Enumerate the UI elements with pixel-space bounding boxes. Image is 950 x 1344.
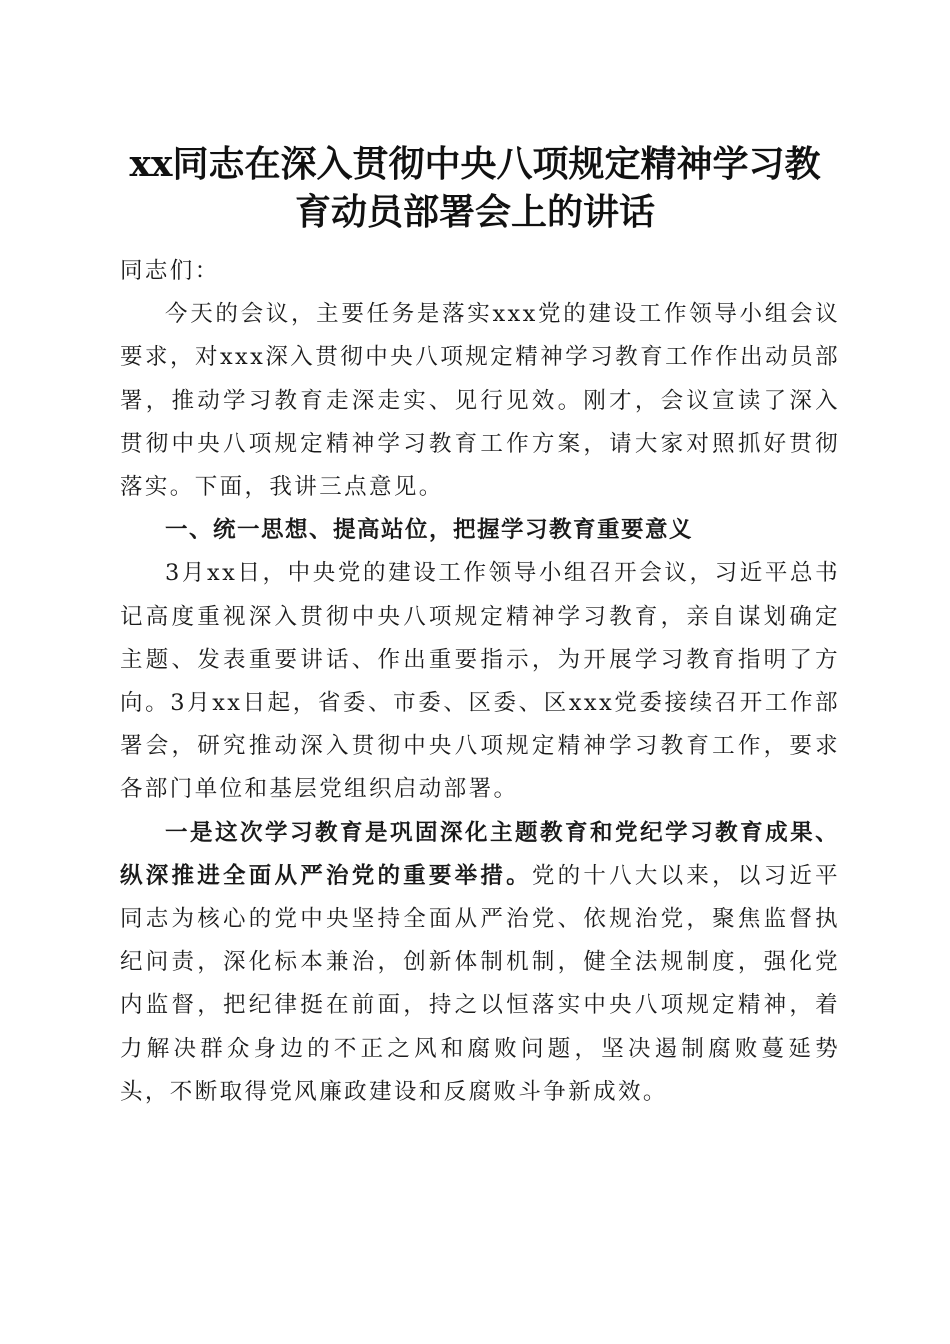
- point-1-lead: 一是这次学习教育是巩固深化主题教育和党纪学习教育成果、纵深推进全面从严治党的重要举措。: [120, 819, 840, 889]
- document-title: [100, 140, 850, 236]
- document-body: [120, 250, 840, 1114]
- title-line-1: xx同志在深入贯彻中央八项规定精神学习教: [129, 143, 821, 185]
- paragraph-point-1: [120, 812, 840, 1114]
- paragraph-intro: 今天的会议，主要任务是落实xxx党的建设工作领导小组会议要求，对xxx深入贯彻中央八项规定精神学习教育工作作出动员部署，推动学习教育走深走实、见行见效。刚才，会议宣读了深入贯彻中央八项规定精神学习教育工作方案，请大家对照抓好贯彻落实。下面，我讲三点意见。: [120, 301, 840, 501]
- section-heading-1: 一、统一思想、提高站位，把握学习教育重要意义: [165, 517, 694, 544]
- point-1-text: 党的十八大以来，以习近平同志为核心的党中央坚持全面从严治党、依规治党，聚焦监督执纪问责，深化标本兼治，创新体制机制，健全法规制度，强化党内监督，把纪律挺在前面，持之以恒落实中央八项规定精神，着力解决群众身边的不正之风和腐败问题，坚决遏制腐败蔓延势头，不断取得党风廉政建设和反腐败斗争新成效。: [120, 862, 840, 1105]
- paragraph-background: 3月xx日，中央党的建设工作领导小组召开会议，习近平总书记高度重视深入贯彻中央八项规定精神学习教育，亲自谋划确定主题、发表重要讲话、作出重要指示，为开展学习教育指明了方向。3月xx日起，省委、市委、区委、区xxx党委接续召开工作部署会，研究推动深入贯彻中央八项规定精神学习教育工作，要求各部门单位和基层党组织启动部署。: [120, 560, 840, 803]
- title-line-2: 育动员部署会上的讲话: [294, 191, 655, 233]
- salutation: 同志们：: [120, 258, 220, 284]
